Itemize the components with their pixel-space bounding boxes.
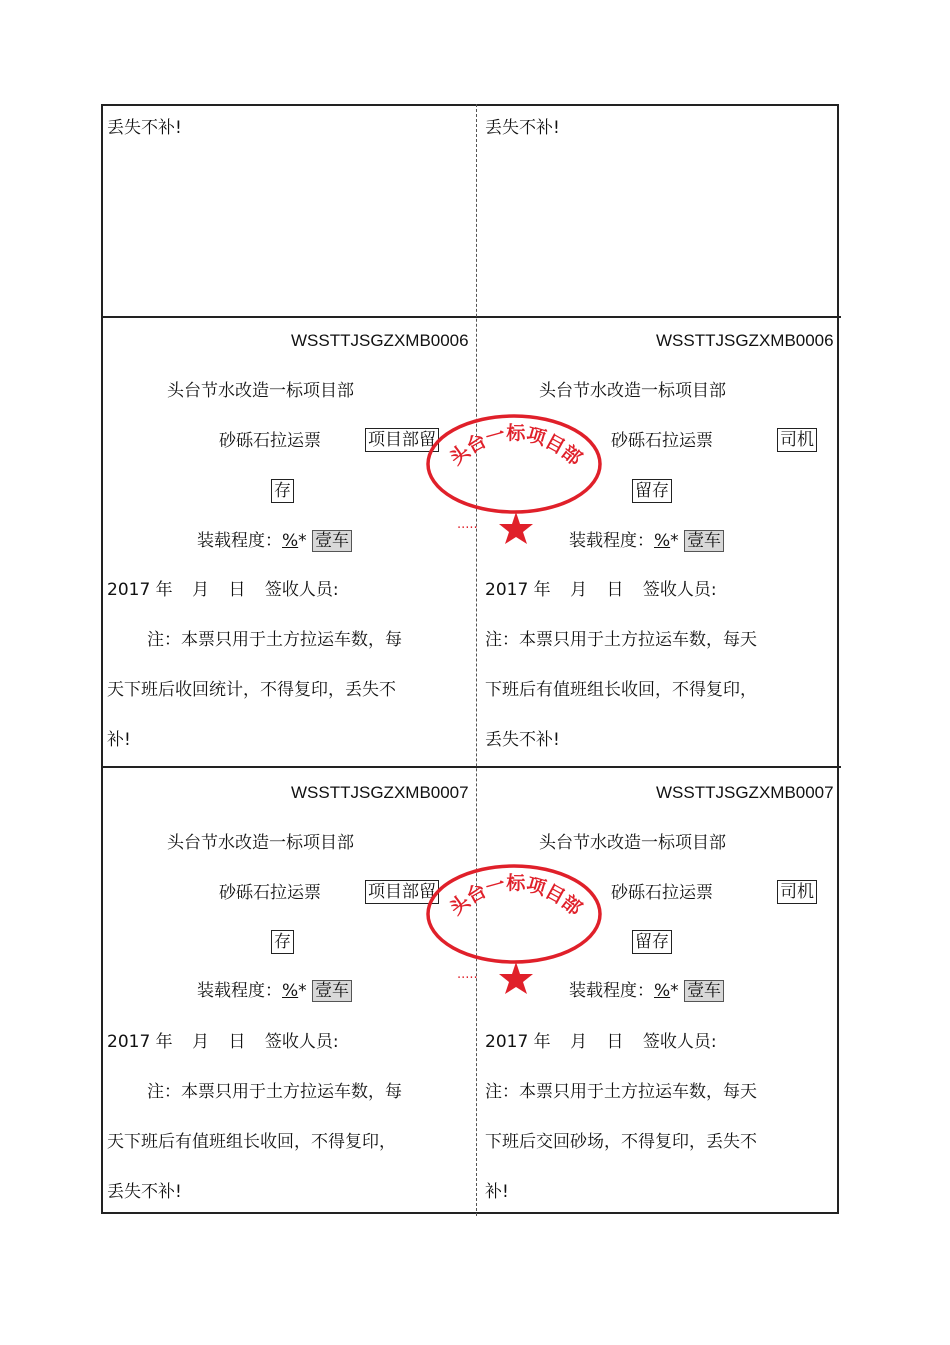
month-char: 月 — [192, 580, 210, 600]
org-name: 头台节水改造一标项目部 — [167, 381, 354, 401]
year-value: 2017 — [485, 1032, 529, 1052]
load-unit-badge: 壹车 — [684, 530, 724, 552]
svg-text:头台一标项目部: 头台一标项目部 — [445, 872, 586, 920]
day-char: 日 — [606, 1032, 624, 1052]
svg-text:·····: ····· — [457, 521, 478, 536]
note-line-2: 下班后交回砂场，不得复印，丢失不 — [485, 1132, 757, 1152]
ticket-sheet — [101, 104, 841, 1216]
day-char: 日 — [606, 580, 624, 600]
org-name: 头台节水改造一标项目部 — [539, 833, 726, 853]
ticket-title: 砂砾石拉运票 — [611, 883, 713, 903]
month-char: 月 — [192, 1032, 210, 1052]
load-unit-badge: 壹车 — [312, 980, 352, 1002]
month-char: 月 — [570, 1032, 588, 1052]
load-star: * — [670, 531, 679, 551]
note-line-3: 丢失不补! — [107, 1182, 182, 1202]
svg-text:·····: ····· — [457, 971, 478, 986]
copy-label-box-cont: 存 — [271, 930, 294, 954]
load-star: * — [670, 981, 679, 1001]
load-percent: % — [654, 531, 671, 551]
year-char: 年 — [533, 580, 551, 600]
ticket-code: WSSTTJSGZXMB0007 — [656, 783, 834, 802]
copy-label-box: 司机 — [777, 880, 817, 904]
year-value: 2017 — [485, 580, 529, 600]
load-star: * — [298, 981, 307, 1001]
load-percent: % — [654, 981, 671, 1001]
load-unit-badge: 壹车 — [312, 530, 352, 552]
ticket-code: WSSTTJSGZXMB0007 — [291, 783, 469, 802]
svg-text:头台一标项目部: 头台一标项目部 — [445, 422, 586, 470]
note-line-2: 下班后有值班组长收回，不得复印， — [485, 680, 757, 700]
ticket-title: 砂砾石拉运票 — [219, 431, 321, 451]
seal-stamp-1 — [423, 412, 609, 544]
note-line-1: 注：本票只用于土方拉运车数，每天 — [485, 630, 757, 650]
note-line-2: 天下班后有值班组长收回，不得复印， — [107, 1132, 396, 1152]
org-name: 头台节水改造一标项目部 — [539, 381, 726, 401]
load-label: 装载程度： — [569, 531, 654, 551]
load-unit-badge: 壹车 — [684, 980, 724, 1002]
signer-label: 签收人员: — [264, 580, 339, 600]
year-char: 年 — [155, 580, 173, 600]
ticket-code: WSSTTJSGZXMB0006 — [291, 331, 469, 350]
day-char: 日 — [228, 580, 246, 600]
ticket-code: WSSTTJSGZXMB0006 — [656, 331, 834, 350]
fragment-right-text: 丢失不补! — [485, 118, 560, 138]
copy-label-box: 项目部留 — [365, 428, 439, 452]
note-line-1: 注：本票只用于土方拉运车数，每 — [147, 1082, 402, 1102]
year-value: 2017 — [107, 580, 151, 600]
note-line-1: 注：本票只用于土方拉运车数，每天 — [485, 1082, 757, 1102]
note-line-3: 丢失不补! — [485, 730, 560, 750]
tear-line — [476, 104, 477, 1216]
fragment-left-text: 丢失不补! — [107, 118, 182, 138]
load-label: 装载程度： — [197, 531, 282, 551]
copy-label-box-cont: 留存 — [632, 479, 672, 503]
day-char: 日 — [228, 1032, 246, 1052]
load-percent: % — [282, 531, 299, 551]
load-label: 装载程度： — [569, 981, 654, 1001]
signer-label: 签收人员: — [642, 1032, 717, 1052]
load-label: 装载程度： — [197, 981, 282, 1001]
signer-label: 签收人员: — [264, 1032, 339, 1052]
signer-label: 签收人员: — [642, 580, 717, 600]
copy-label-box: 项目部留 — [365, 880, 439, 904]
row-divider-1 — [101, 316, 841, 318]
load-star: * — [298, 531, 307, 551]
note-line-1: 注：本票只用于土方拉运车数，每 — [147, 630, 402, 650]
seal-stamp-2 — [423, 862, 609, 994]
org-name: 头台节水改造一标项目部 — [167, 833, 354, 853]
note-line-3: 补! — [107, 730, 131, 750]
copy-label-box-cont: 存 — [271, 479, 294, 503]
ticket-title: 砂砾石拉运票 — [611, 431, 713, 451]
row-divider-2 — [101, 766, 841, 768]
month-char: 月 — [570, 580, 588, 600]
load-percent: % — [282, 981, 299, 1001]
note-line-2: 天下班后收回统计，不得复印，丢失不 — [107, 680, 396, 700]
copy-label-box-cont: 留存 — [632, 930, 672, 954]
copy-label-box: 司机 — [777, 428, 817, 452]
note-line-3: 补! — [485, 1182, 509, 1202]
year-char: 年 — [155, 1032, 173, 1052]
ticket-title: 砂砾石拉运票 — [219, 883, 321, 903]
year-char: 年 — [533, 1032, 551, 1052]
year-value: 2017 — [107, 1032, 151, 1052]
